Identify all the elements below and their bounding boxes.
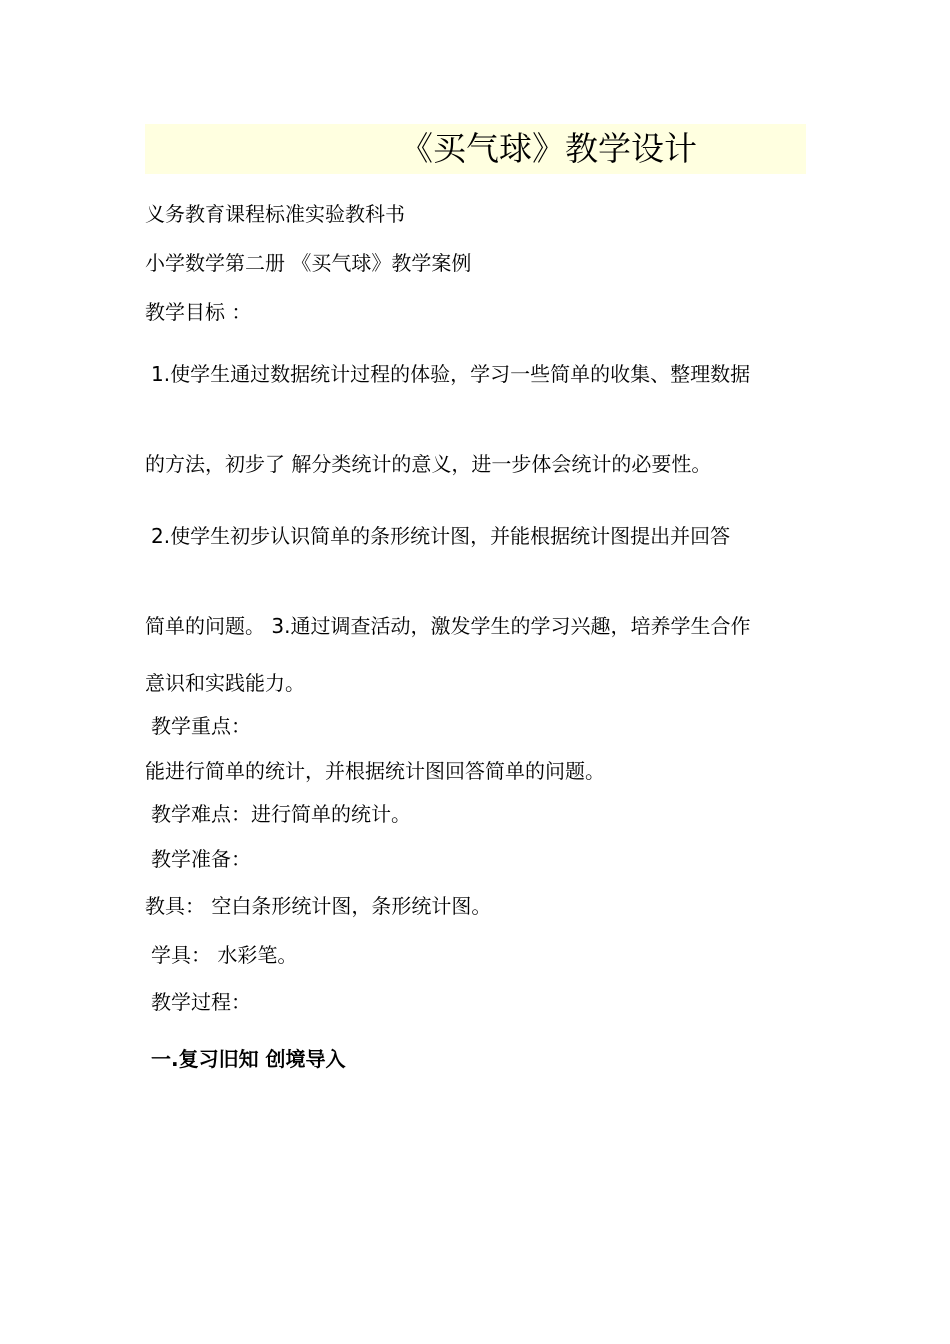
objective-1-line-1: 1.使学生通过数据统计过程的体验，学习一些简单的收集、整理数据 <box>151 362 751 386</box>
teacher-tools: 教具： 空白条形统计图，条形统计图。 <box>145 894 492 918</box>
key-point-label: 教学重点： <box>151 714 251 738</box>
preparation-label: 教学准备： <box>151 847 251 871</box>
objectives-label: 教学目标 ： <box>145 300 252 324</box>
difficulty-text: 教学难点：进行简单的统计。 <box>151 802 411 826</box>
process-label: 教学过程： <box>151 990 251 1014</box>
objective-1-line-2: 的方法，初步了 解分类统计的意义，进一步体会统计的必要性。 <box>145 452 712 476</box>
student-tools: 学具： 水彩笔。 <box>151 943 298 967</box>
objective-2-line-1: 2.使学生初步认识简单的条形统计图，并能根据统计图提出并回答 <box>151 524 731 548</box>
document-title: 《买气球》教学设计 <box>400 129 697 168</box>
subtitle-textbook: 义务教育课程标准实验教科书 <box>145 202 405 226</box>
section-heading-1: 一.复习旧知 创境导入 <box>151 1047 346 1071</box>
key-point-text: 能进行简单的统计，并根据统计图回答简单的问题。 <box>145 759 605 783</box>
objective-2-line-2: 简单的问题。 3.通过调查活动，激发学生的学习兴趣，培养学生合作 <box>145 614 751 638</box>
objective-3-line: 意识和实践能力。 <box>145 671 305 695</box>
subtitle-case: 小学数学第二册 《买气球》教学案例 <box>145 251 472 275</box>
